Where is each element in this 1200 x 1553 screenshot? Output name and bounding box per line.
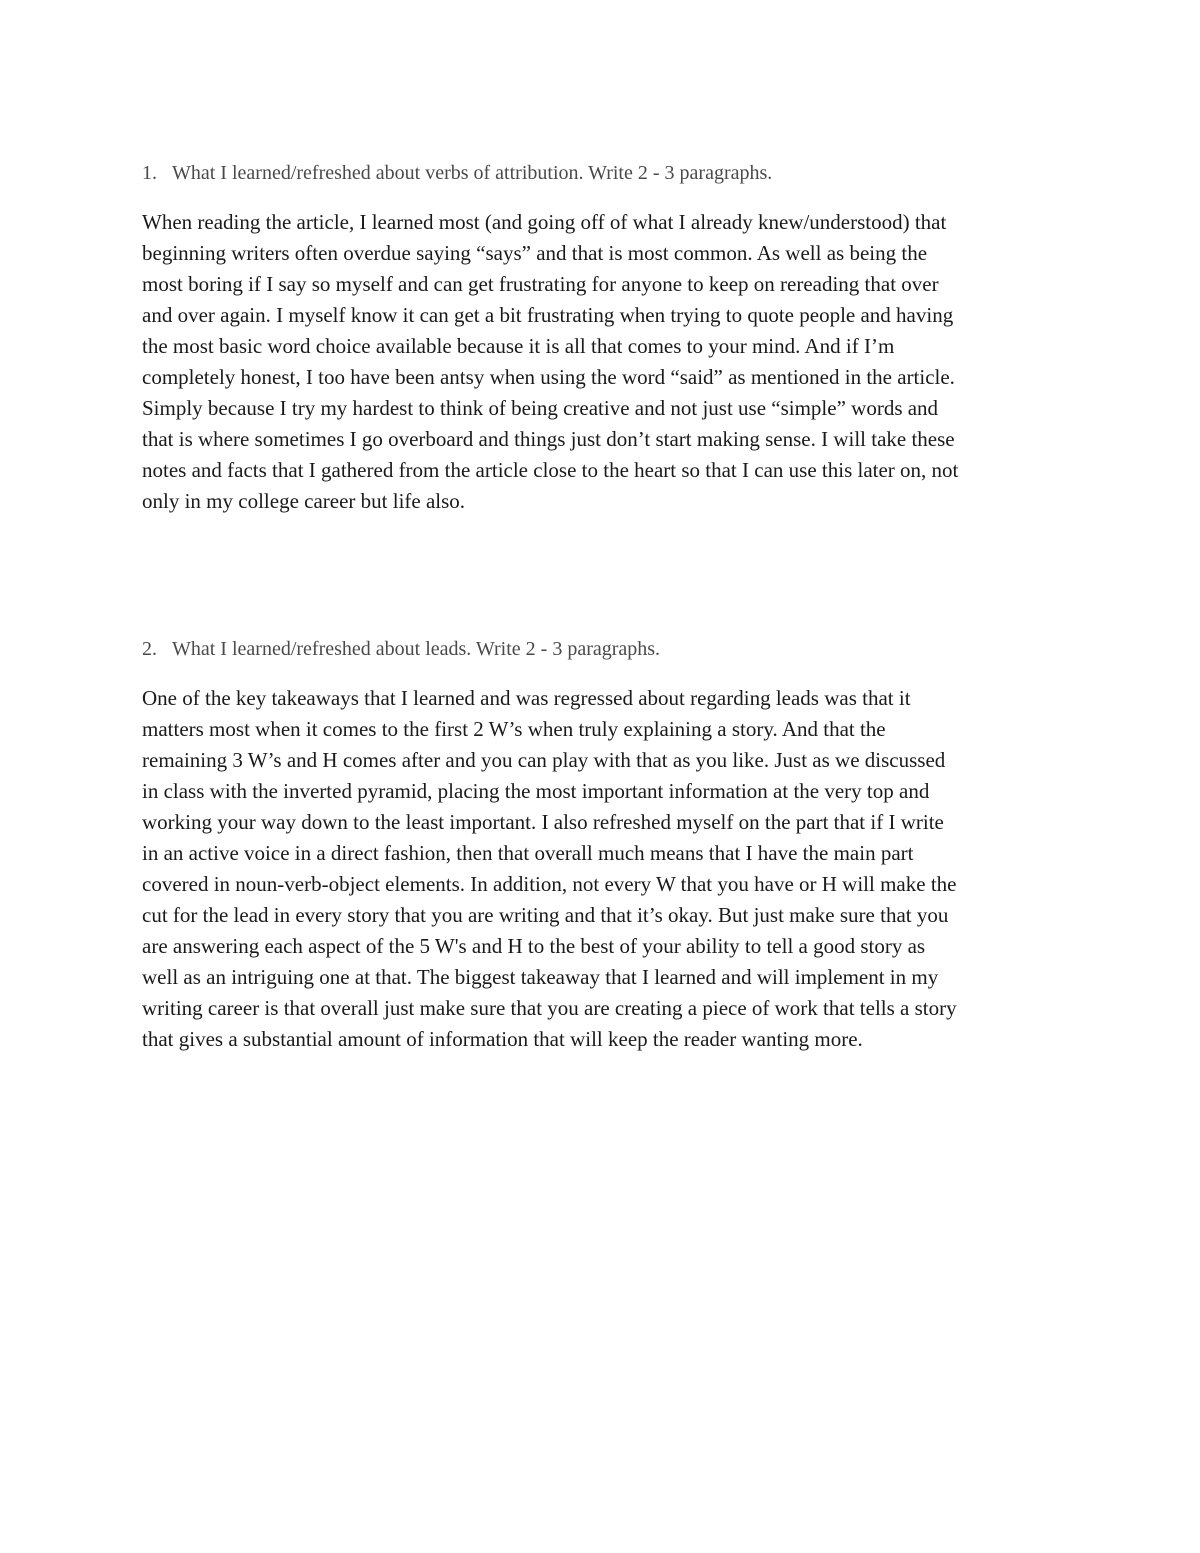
answer-1-line: Simply because I try my hardest to think of being creative and not just use “simple” words and bbox=[142, 396, 939, 420]
answer-1-line: only in my college career but life also. bbox=[142, 489, 466, 513]
answer-1-line: notes and facts that I gathered from the article close to the heart so that I can use this later on, not bbox=[142, 458, 959, 482]
answer-2-line: working your way down to the least important. I also refreshed myself on the part that if I write bbox=[142, 810, 944, 834]
question-2-text: What I learned/refreshed about leads. Write 2 - 3 paragraphs. bbox=[172, 638, 661, 660]
question-2 bbox=[142, 636, 1072, 662]
answer-1-line: that is where sometimes I go overboard and things just don’t start making sense. I will take these bbox=[142, 427, 955, 451]
question-1-number: 1. bbox=[142, 162, 157, 184]
question-2-number: 2. bbox=[142, 638, 157, 660]
answer-2-line: well as an intriguing one at that. The biggest takeaway that I learned and will implement in my bbox=[142, 965, 939, 989]
answer-1-line: most boring if I say so myself and can get frustrating for anyone to keep on rereading that over bbox=[142, 272, 939, 296]
answer-1-line: beginning writers often overdue saying “says” and that is most common. As well as being the bbox=[142, 241, 928, 265]
answer-2-line: One of the key takeaways that I learned and was regressed about regarding leads was that it bbox=[142, 686, 911, 710]
answer-2-line: writing career is that overall just make sure that you are creating a piece of work that tells a story bbox=[142, 996, 957, 1020]
answer-1-line: and over again. I myself know it can get a bit frustrating when trying to quote people and having bbox=[142, 303, 954, 327]
answer-1-line: When reading the article, I learned most (and going off of what I already knew/understood) that bbox=[142, 210, 947, 234]
answer-2-line: remaining 3 W’s and H comes after and you can play with that as you like. Just as we discussed bbox=[142, 748, 946, 772]
answer-2-line: in class with the inverted pyramid, placing the most important information at the very top and bbox=[142, 779, 930, 803]
answer-2-line: in an active voice in a direct fashion, then that overall much means that I have the main part bbox=[142, 841, 914, 865]
question-1 bbox=[142, 160, 1072, 186]
answer-2-line: covered in noun-verb-object elements. In addition, not every W that you have or H will make the bbox=[142, 872, 957, 896]
answer-1-line: completely honest, I too have been antsy when using the word “said” as mentioned in the article. bbox=[142, 365, 955, 389]
answer-2-line: that gives a substantial amount of information that will keep the reader wanting more. bbox=[142, 1027, 863, 1051]
answer-2-paragraph bbox=[142, 683, 1067, 1055]
answer-1-paragraph bbox=[142, 207, 1067, 517]
answer-1-line: the most basic word choice available because it is all that comes to your mind. And if I’m bbox=[142, 334, 895, 358]
answer-2-line: cut for the lead in every story that you are writing and that it’s okay. But just make sure that you bbox=[142, 903, 949, 927]
question-1-text: What I learned/refreshed about verbs of attribution. Write 2 - 3 paragraphs. bbox=[172, 162, 773, 184]
answer-2-line: are answering each aspect of the 5 W's and H to the best of your ability to tell a good story as bbox=[142, 934, 926, 958]
answer-2-line: matters most when it comes to the first 2 W’s when truly explaining a story. And that the bbox=[142, 717, 886, 741]
